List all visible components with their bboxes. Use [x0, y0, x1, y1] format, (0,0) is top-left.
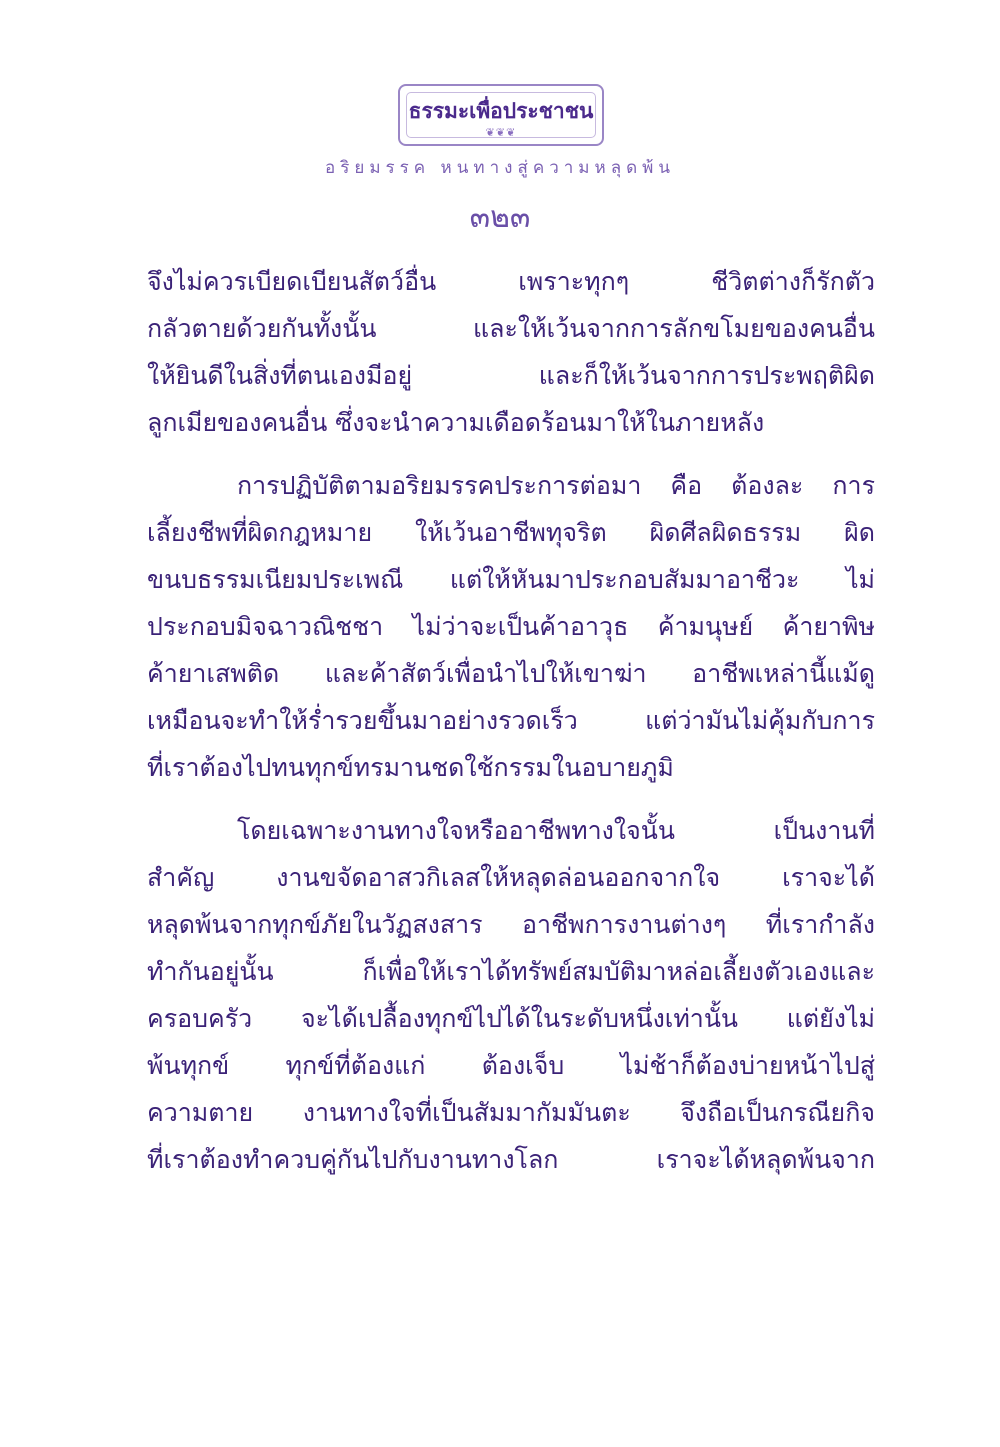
text-line: สำคัญ งานขจัดอาสวกิเลสให้หลุดล่อนออกจากใจ เราจะได้	[147, 863, 875, 892]
text-line: ประกอบมิจฉาวณิชชา ไม่ว่าจะเป็นค้าอาวุธ ค้ามนุษย์ ค้ายาพิษ	[147, 612, 875, 641]
paragraph	[147, 258, 875, 446]
header-logo	[398, 84, 604, 146]
page-number: ๓๒๓	[469, 200, 531, 235]
text-line: ขนบธรรมเนียมประเพณี แต่ให้หันมาประกอบสัมมาอาชีวะ ไม่	[147, 565, 875, 594]
text-line: ทำกันอยู่นั้น ก็เพื่อให้เราได้ทรัพย์สมบัติมาหล่อเลี้ยงตัวเองและ	[147, 957, 875, 986]
text-line: ให้ยินดีในสิ่งที่ตนเองมีอยู่ และก็ให้เว้นจากการประพฤติผิด	[147, 361, 875, 390]
text-line: ที่เราต้องทำควบคู่กันไปกับงานทางโลก เราจะได้หลุดพ้นจาก	[147, 1145, 875, 1174]
paragraph	[147, 462, 875, 791]
paragraph	[147, 807, 875, 1183]
text-line: พ้นทุกข์ ทุกข์ที่ต้องแก่ ต้องเจ็บ ไม่ช้าก็ต้องบ่ายหน้าไปสู่	[147, 1051, 875, 1080]
text-line: ความตาย งานทางใจที่เป็นสัมมากัมมันตะ จึงถือเป็นกรณียกิจ	[147, 1098, 875, 1127]
text-line: จึงไม่ควรเบียดเบียนสัตว์อื่น เพราะทุกๆ ชีวิตต่างก็รักตัว	[147, 267, 875, 296]
text-line: กลัวตายด้วยกันทั้งนั้น และให้เว้นจากการลักขโมยของคนอื่น	[147, 314, 875, 343]
text-line: การปฏิบัติตามอริยมรรคประการต่อมา คือ ต้องละ การ	[237, 471, 875, 500]
page-subtitle: อริยมรรค หนทางสู่ความหลุดพ้น	[325, 158, 675, 178]
body-text	[147, 258, 875, 1183]
text-line: ที่เราต้องไปทนทุกข์ทรมานชดใช้กรรมในอบายภูมิ	[147, 753, 674, 782]
logo-text: ธรรมะเพื่อประชาชน	[408, 99, 594, 123]
text-line: โดยเฉพาะงานทางใจหรืออาชีพทางใจนั้น เป็นงานที่	[237, 816, 875, 845]
text-line: ครอบครัว จะได้เปลื้องทุกข์ไปได้ในระดับหนึ่งเท่านั้น แต่ยังไม่	[147, 1004, 875, 1033]
text-line: เหมือนจะทำให้ร่ำรวยขึ้นมาอย่างรวดเร็ว แต่ว่ามันไม่คุ้มกับการ	[147, 706, 875, 735]
text-line: หลุดพ้นจากทุกข์ภัยในวัฏสงสาร อาชีพการงานต่างๆ ที่เรากำลัง	[147, 910, 875, 939]
logo-ornament-icon: ❦❦❦	[485, 126, 517, 139]
text-line: เลี้ยงชีพที่ผิดกฎหมาย ให้เว้นอาชีพทุจริต ผิดศีลผิดธรรม ผิด	[147, 518, 875, 547]
text-line: ค้ายาเสพติด และค้าสัตว์เพื่อนำไปให้เขาฆ่า อาชีพเหล่านี้แม้ดู	[147, 659, 875, 688]
text-line: ลูกเมียของคนอื่น ซึ่งจะนำความเดือดร้อนมาให้ในภายหลัง	[147, 408, 765, 437]
